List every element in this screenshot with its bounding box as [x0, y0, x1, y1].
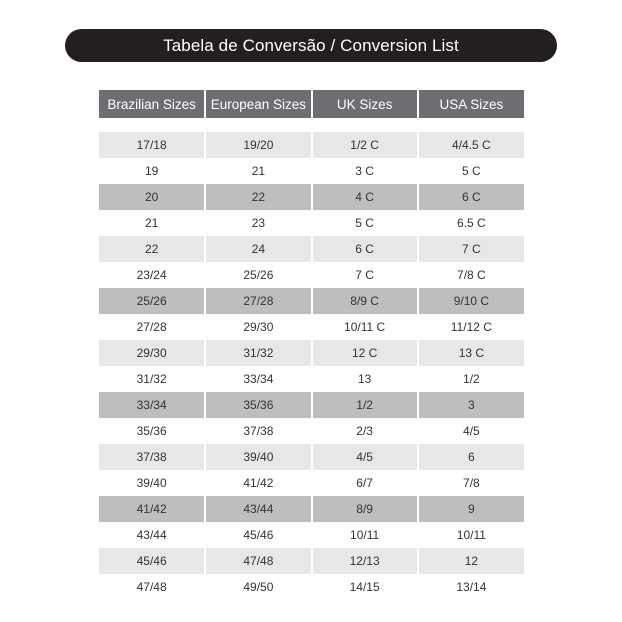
- cell-uk-size: 12/13: [312, 548, 418, 574]
- cell-usa-size: 6.5 C: [418, 210, 524, 236]
- table-row: [99, 132, 524, 158]
- cell-brazilian-size: 33/34: [99, 392, 205, 418]
- table-row: [99, 366, 524, 392]
- cell-usa-size: 6: [418, 444, 524, 470]
- cell-usa-size: 4/5: [418, 418, 524, 444]
- cell-brazilian-size: 21: [99, 210, 205, 236]
- cell-uk-size: 6/7: [312, 470, 418, 496]
- cell-european-size: 27/28: [205, 288, 311, 314]
- header-usa-sizes: USA Sizes: [418, 90, 524, 118]
- table-row: [99, 418, 524, 444]
- cell-uk-size: 4 C: [312, 184, 418, 210]
- cell-european-size: 24: [205, 236, 311, 262]
- cell-european-size: 35/36: [205, 392, 311, 418]
- cell-uk-size: 2/3: [312, 418, 418, 444]
- cell-uk-size: 7 C: [312, 262, 418, 288]
- header-brazilian-sizes: Brazilian Sizes: [99, 90, 205, 118]
- table-row: [99, 392, 524, 418]
- table-row: [99, 236, 524, 262]
- cell-brazilian-size: 22: [99, 236, 205, 262]
- table-row: [99, 314, 524, 340]
- cell-usa-size: 5 C: [418, 158, 524, 184]
- cell-brazilian-size: 19: [99, 158, 205, 184]
- cell-usa-size: 1/2: [418, 366, 524, 392]
- header-european-sizes: European Sizes: [205, 90, 311, 118]
- cell-european-size: 25/26: [205, 262, 311, 288]
- cell-brazilian-size: 37/38: [99, 444, 205, 470]
- cell-brazilian-size: 41/42: [99, 496, 205, 522]
- cell-brazilian-size: 31/32: [99, 366, 205, 392]
- cell-usa-size: 12: [418, 548, 524, 574]
- cell-usa-size: 13/14: [418, 574, 524, 600]
- table-row: [99, 470, 524, 496]
- cell-uk-size: 14/15: [312, 574, 418, 600]
- cell-european-size: 49/50: [205, 574, 311, 600]
- cell-brazilian-size: 35/36: [99, 418, 205, 444]
- cell-uk-size: 6 C: [312, 236, 418, 262]
- cell-european-size: 43/44: [205, 496, 311, 522]
- cell-brazilian-size: 20: [99, 184, 205, 210]
- cell-european-size: 47/48: [205, 548, 311, 574]
- cell-brazilian-size: 27/28: [99, 314, 205, 340]
- page-title-text: Tabela de Conversão / Conversion List: [163, 35, 459, 55]
- table-row: [99, 496, 524, 522]
- table-row: [99, 184, 524, 210]
- table-row: [99, 158, 524, 184]
- cell-european-size: 45/46: [205, 522, 311, 548]
- table-row: [99, 548, 524, 574]
- cell-uk-size: 8/9 C: [312, 288, 418, 314]
- cell-uk-size: 5 C: [312, 210, 418, 236]
- table-row: [99, 210, 524, 236]
- cell-brazilian-size: 17/18: [99, 132, 205, 158]
- size-conversion-table: [99, 90, 524, 600]
- cell-uk-size: 8/9: [312, 496, 418, 522]
- cell-european-size: 19/20: [205, 132, 311, 158]
- cell-usa-size: 9: [418, 496, 524, 522]
- cell-uk-size: 10/11 C: [312, 314, 418, 340]
- cell-usa-size: 4/4.5 C: [418, 132, 524, 158]
- cell-uk-size: 10/11: [312, 522, 418, 548]
- cell-uk-size: 1/2 C: [312, 132, 418, 158]
- table-row: [99, 444, 524, 470]
- table-row: [99, 340, 524, 366]
- cell-usa-size: 7/8 C: [418, 262, 524, 288]
- cell-brazilian-size: 45/46: [99, 548, 205, 574]
- cell-uk-size: 12 C: [312, 340, 418, 366]
- page-title: [65, 29, 557, 62]
- cell-usa-size: 13 C: [418, 340, 524, 366]
- cell-brazilian-size: 23/24: [99, 262, 205, 288]
- header-uk-sizes: UK Sizes: [312, 90, 418, 118]
- cell-brazilian-size: 39/40: [99, 470, 205, 496]
- cell-uk-size: 3 C: [312, 158, 418, 184]
- table-header-row: [99, 90, 524, 118]
- cell-usa-size: 10/11: [418, 522, 524, 548]
- cell-brazilian-size: 29/30: [99, 340, 205, 366]
- cell-european-size: 41/42: [205, 470, 311, 496]
- header-spacer-cell: [99, 118, 524, 132]
- cell-uk-size: 1/2: [312, 392, 418, 418]
- cell-brazilian-size: 47/48: [99, 574, 205, 600]
- cell-european-size: 31/32: [205, 340, 311, 366]
- cell-european-size: 29/30: [205, 314, 311, 340]
- cell-usa-size: 7 C: [418, 236, 524, 262]
- cell-european-size: 23: [205, 210, 311, 236]
- cell-european-size: 33/34: [205, 366, 311, 392]
- cell-european-size: 39/40: [205, 444, 311, 470]
- cell-usa-size: 6 C: [418, 184, 524, 210]
- cell-brazilian-size: 43/44: [99, 522, 205, 548]
- cell-usa-size: 7/8: [418, 470, 524, 496]
- cell-european-size: 21: [205, 158, 311, 184]
- table-row: [99, 288, 524, 314]
- cell-usa-size: 11/12 C: [418, 314, 524, 340]
- table-row: [99, 574, 524, 600]
- cell-brazilian-size: 25/26: [99, 288, 205, 314]
- cell-usa-size: 3: [418, 392, 524, 418]
- table-row: [99, 522, 524, 548]
- cell-european-size: 37/38: [205, 418, 311, 444]
- header-spacer: [99, 118, 524, 132]
- cell-usa-size: 9/10 C: [418, 288, 524, 314]
- cell-uk-size: 4/5: [312, 444, 418, 470]
- cell-european-size: 22: [205, 184, 311, 210]
- cell-uk-size: 13: [312, 366, 418, 392]
- table-row: [99, 262, 524, 288]
